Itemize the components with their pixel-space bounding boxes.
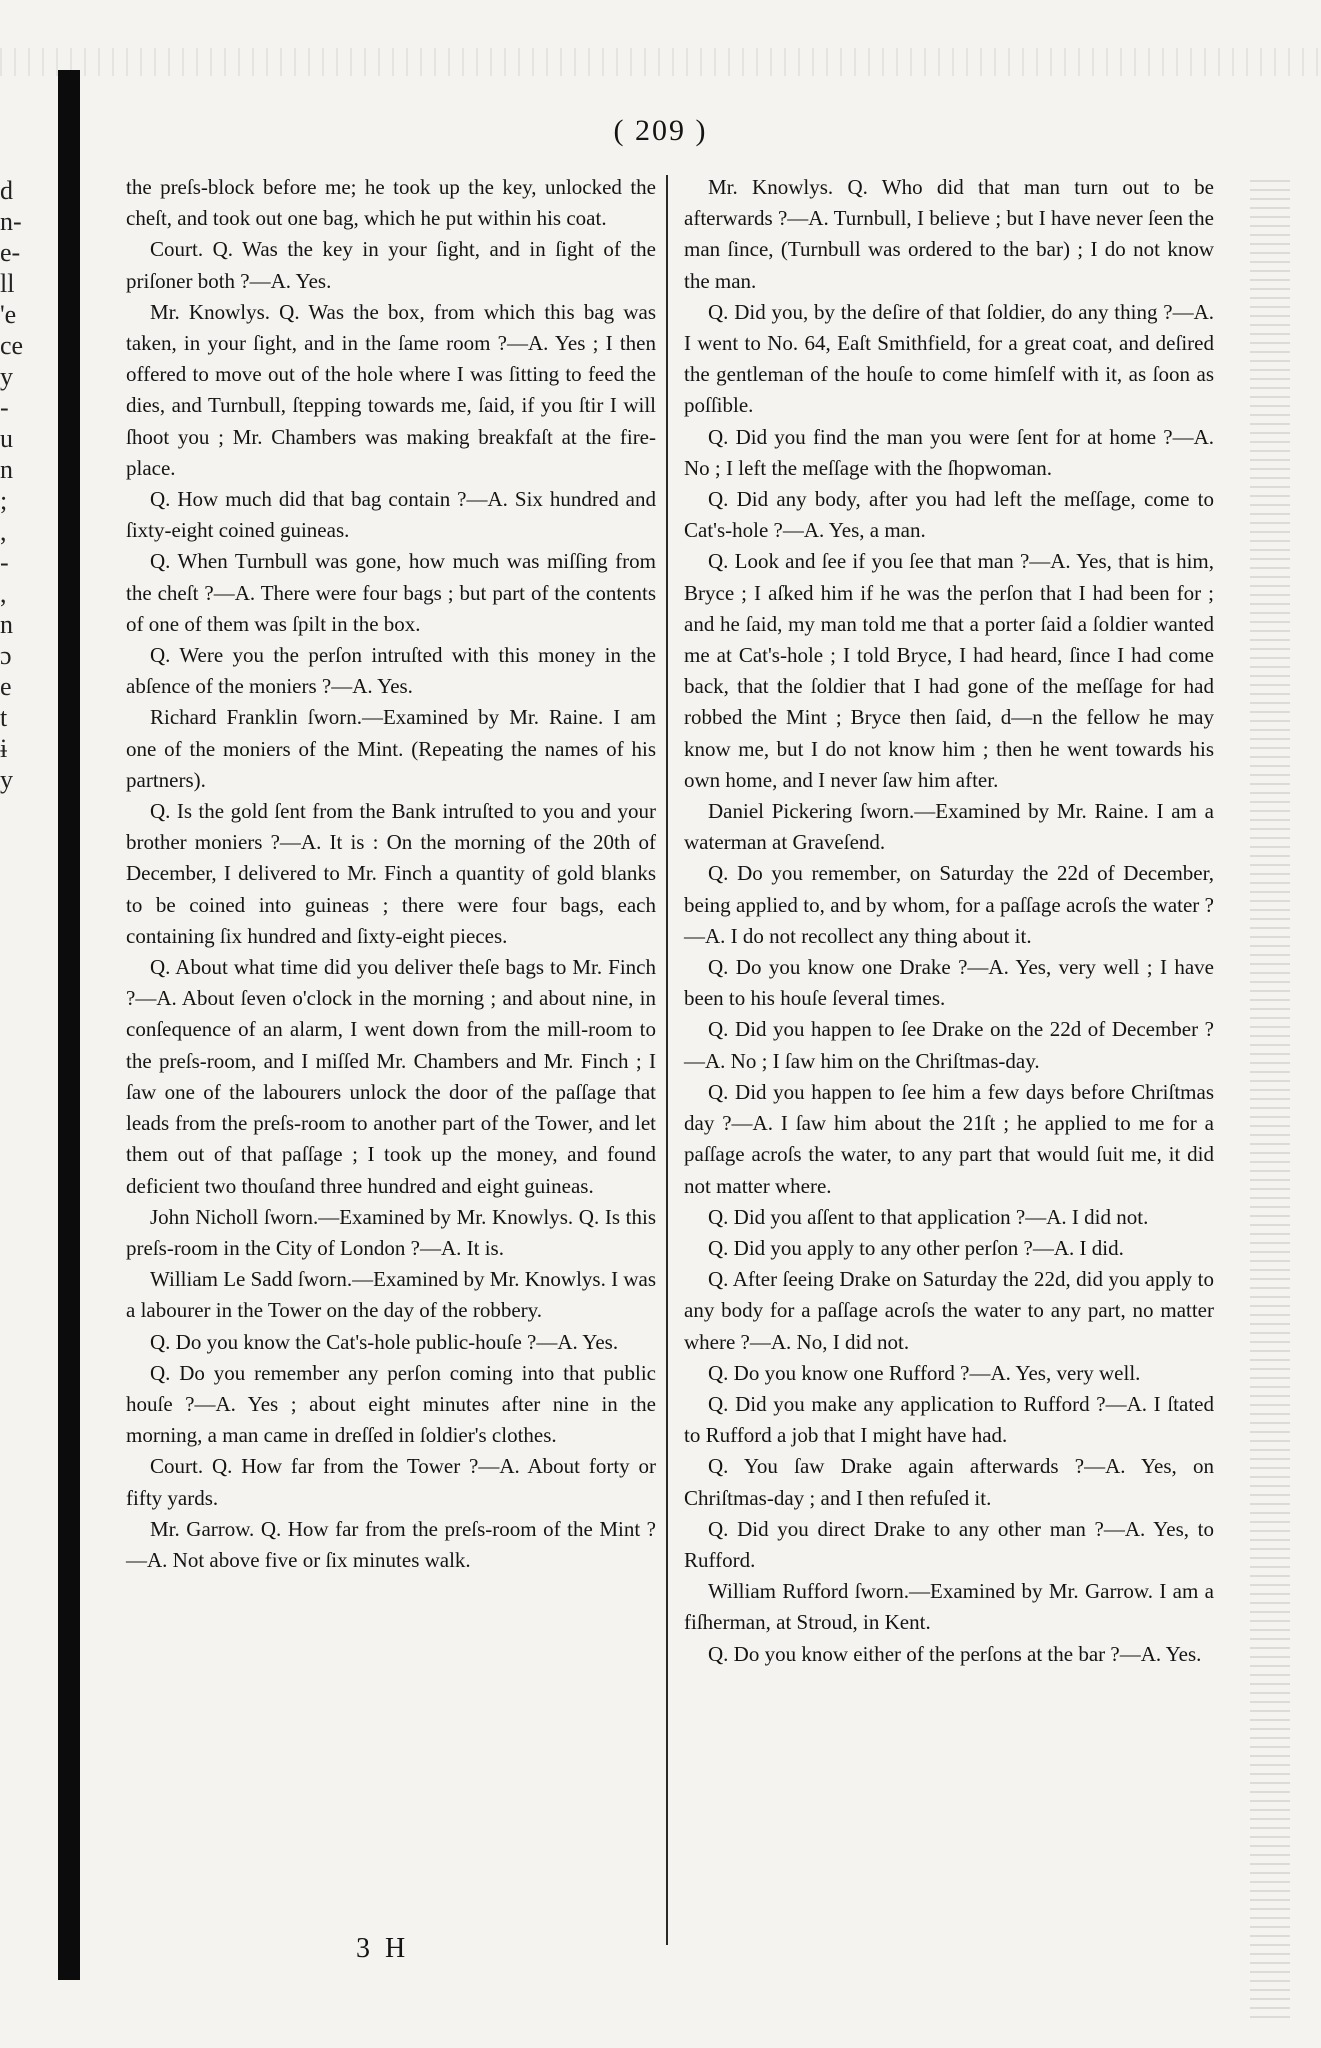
left-column-paragraph: Q. About what time did you deliver theſe bags to Mr. Finch ?—A. About ſeven o'clock in the morning ; and about nine, in conſequence of an alarm, I went down from the mill-room to the preſs-room, and I miſſed Mr. Chambers and Mr. Finch ; I ſaw one of the labourers unlock the door of the paſſage that leads from the preſs-room to another part of the Tower, and let them out of that paſſage ; I took up the money, and found deficient two thouſand three hundred and eight guineas.	[126, 955, 656, 1198]
right-column-paragraph: Q. Did you direct Drake to any other man ?—A. Yes, to Rufford.	[684, 1516, 1214, 1572]
margin-fragment: n	[0, 455, 13, 484]
left-column-paragraph: Mr. Garrow. Q. How far from the preſs-room of the Mint ?—A. Not above five or ſix minutes walk.	[126, 1516, 656, 1572]
right-column-paragraph: Q. Did you happen to ſee Drake on the 22d of December ?—A. No ; I ſaw him on the Chriſtmas-day.	[684, 1017, 1214, 1073]
right-column-paragraph: Q. Do you remember, on Saturday the 22d of December, being applied to, and by whom, for a paſſage acroſs the water ?—A. I do not recollect any thing about it.	[684, 861, 1214, 948]
left-column-paragraph: Q. How much did that bag contain ?—A. Six hundred and ſixty-eight coined guineas.	[126, 487, 656, 543]
right-column-paragraph: William Rufford ſworn.—Examined by Mr. Garrow. I am a fiſherman, at Stroud, in Kent.	[684, 1579, 1214, 1635]
margin-fragment: ɔ	[0, 641, 12, 670]
margin-fragment: ce	[0, 331, 24, 360]
right-column-paragraph: Q. Look and ſee if you ſee that man ?—A. Yes, that is him, Bryce ; I aſked him if he was the perſon that I had been for ; and he ſaid, my man told me that a porter ſaid a ſoldier wanted me at Cat's-hole ; I told Bryce, I had heard, ſince I had come back, that the ſoldier that I had gone of the meſſage for had robbed the Mint ; Bryce then ſaid, d—n the fellow he may know me, but I do not know him ; then he went towards his own home, and I never ſaw him after.	[684, 549, 1214, 792]
right-column-paragraph: Q. You ſaw Drake again afterwards ?—A. Yes, on Chriſtmas-day ; and I then refuſed it.	[684, 1454, 1214, 1510]
left-column-paragraph: the preſs-block before me; he took up the key, unlocked the cheſt, and took out one bag, which he put within his coat.	[126, 175, 656, 231]
left-column-paragraph: Richard Franklin ſworn.—Examined by Mr. Raine. I am one of the moniers of the Mint. (Repeating the names of his partners).	[126, 705, 656, 792]
right-column-paragraph: Q. After ſeeing Drake on Saturday the 22d, did you apply to any body for a paſſage acroſs the water to any part, no matter where ?—A. No, I did not.	[684, 1267, 1214, 1354]
right-column-paragraph: Daniel Pickering ſworn.—Examined by Mr. Raine. I am a waterman at Graveſend.	[684, 799, 1214, 855]
left-column-paragraph: Court. Q. How far from the Tower ?—A. About forty or fifty yards.	[126, 1454, 656, 1510]
left-column-paragraph: Q. When Turnbull was gone, how much was miſſing from the cheſt ?—A. There were four bags ; but part of the contents of one of them was ſpilt in the box.	[126, 549, 656, 636]
left-column-paragraph: Mr. Knowlys. Q. Was the box, from which this bag was taken, in your ſight, and in the ſame room ?—A. Yes ; I then offered to move out of the hole where I was ſitting to feed the dies, and Turnbull, ſtepping towards me, ſaid, if you ſtir I will ſhoot you ; Mr. Chambers was making breakfaſt at the fire-place.	[126, 299, 656, 480]
margin-fragment: e	[0, 672, 12, 701]
right-column-paragraph: Q. Did you, by the deſire of that ſoldier, do any thing ?—A. I went to No. 64, Eaſt Smithfield, for a great coat, and deſired the gentleman of the houſe to come himſelf with it, as ſoon as poſſible.	[684, 299, 1214, 418]
right-column-paragraph: Q. Did you find the man you were ſent for at home ?—A. No ; I left the meſſage with the ſhopwoman.	[684, 424, 1214, 480]
right-column-paragraph: Mr. Knowlys. Q. Who did that man turn out to be afterwards ?—A. Turnbull, I believe ; but I have never ſeen the man ſince, (Turnbull was ordered to the bar) ; I do not know the man.	[684, 175, 1214, 293]
margin-fragment: n-	[0, 207, 22, 236]
margin-fragment: -	[0, 548, 9, 577]
left-column-paragraph: Q. Do you remember any perſon coming into that public houſe ?—A. Yes ; about eight minutes after nine in the morning, a man came in dreſſed in ſoldier's clothes.	[126, 1360, 656, 1448]
signature-mark: 3 H	[356, 1933, 410, 1964]
right-column-paragraph: Q. Did you aſſent to that application ?—A. I did not.	[708, 1204, 1149, 1229]
right-column-paragraph: Q. Do you know one Rufford ?—A. Yes, very well.	[708, 1360, 1141, 1385]
margin-fragment: d	[0, 176, 13, 205]
right-column-paragraph: Q. Did any body, after you had left the meſſage, come to Cat's-hole ?—A. Yes, a man.	[684, 487, 1214, 543]
binding-shadow	[58, 70, 80, 1980]
margin-fragment: n	[0, 610, 13, 639]
page-number: ( 209 )	[613, 114, 708, 147]
margin-fragment: -	[0, 393, 9, 422]
left-column-paragraph: William Le Sadd ſworn.—Examined by Mr. Knowlys. I was a labourer in the Tower on the day of the robbery.	[126, 1267, 656, 1323]
left-column	[126, 172, 656, 1576]
left-column-paragraph: Q. Do you know the Cat's-hole public-houſe ?—A. Yes.	[150, 1329, 619, 1354]
right-column-paragraph: Q. Did you make any application to Rufford ?—A. I ſtated to Rufford a job that I might have had.	[684, 1391, 1214, 1448]
margin-fragment: y	[0, 765, 13, 794]
margin-fragment: t	[0, 703, 8, 732]
margin-fragment: u	[0, 424, 13, 453]
left-column-paragraph: Q. Is the gold ſent from the Bank intruſted to you and your brother moniers ?—A. It is : On the morning of the 20th of December, I delivered to Mr. Finch a quantity of gold blanks to be coined into guineas ; there were four bags, each containing ſix hundred and ſixty-eight pieces.	[126, 799, 656, 948]
scan-noise-top	[0, 48, 1321, 76]
margin-fragment: ,	[0, 579, 7, 608]
left-column-paragraph: Court. Q. Was the key in your ſight, and in ſight of the priſoner both ?—A. Yes.	[126, 237, 656, 293]
right-column-paragraph: Q. Did you apply to any other perſon ?—A. I did.	[708, 1235, 1124, 1260]
right-column-paragraph: Q. Did you happen to ſee him a few days before Chriſtmas day ?—A. I ſaw him about the 21ſt ; he applied to me for a paſſage acroſs the water, to any part that would ſuit me, it did not matter where.	[684, 1079, 1214, 1198]
margin-fragment: ;	[0, 486, 8, 515]
margin-fragment: ,	[0, 517, 7, 546]
left-column-paragraph: John Nicholl ſworn.—Examined by Mr. Knowlys. Q. Is this preſs-room in the City of London ?—A. It is.	[126, 1204, 656, 1260]
column-divider	[666, 175, 668, 1945]
right-column	[684, 172, 1214, 1670]
margin-fragment: y	[0, 362, 13, 391]
margin-fragment: e-	[0, 238, 21, 267]
margin-fragment: 'e	[0, 300, 17, 329]
right-column-paragraph: Q. Do you know either of the perſons at the bar ?—A. Yes.	[708, 1641, 1202, 1666]
left-column-paragraph: Q. Were you the perſon intruſted with this money in the abſence of the moniers ?—A. Yes.	[126, 643, 656, 699]
left-margin-fragments	[0, 175, 40, 795]
margin-fragment: ll	[0, 269, 15, 298]
margin-fragment: ɨ	[0, 734, 8, 763]
scan-noise-right	[1250, 180, 1290, 2020]
right-column-paragraph: Q. Do you know one Drake ?—A. Yes, very well ; I have been to his houſe ſeveral times.	[684, 955, 1214, 1011]
